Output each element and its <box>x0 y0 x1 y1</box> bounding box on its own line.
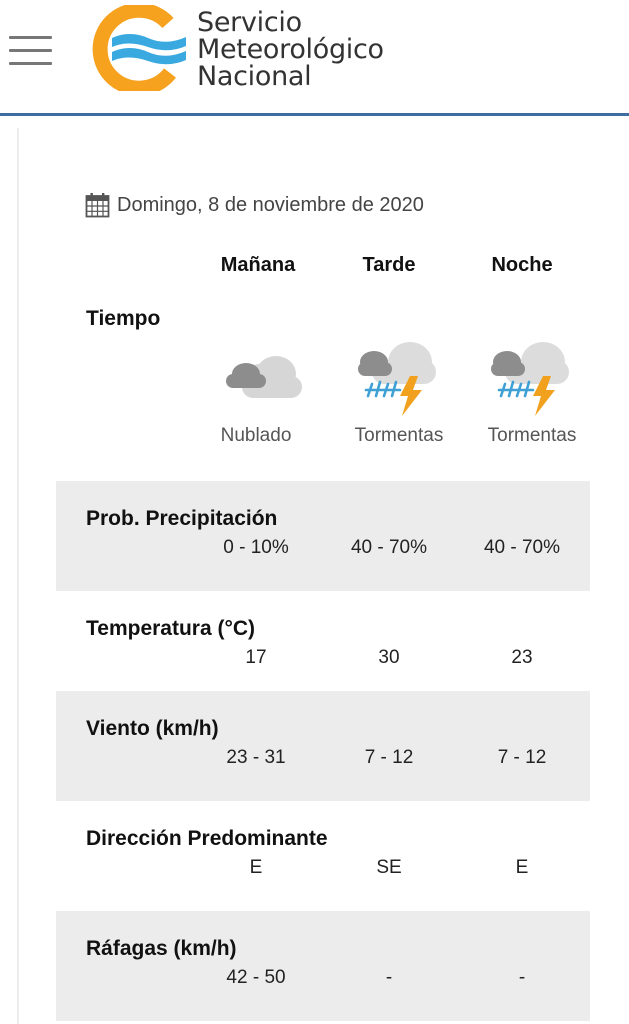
value-manana: E <box>249 857 263 878</box>
menu-bar <box>9 36 52 39</box>
value-manana: 23 - 31 <box>226 747 286 768</box>
value-tarde: 40 - 70% <box>350 537 428 558</box>
value-noche: - <box>518 967 526 988</box>
cloudy-icon <box>216 338 306 420</box>
weather-desc-manana: Nublado <box>220 425 292 446</box>
menu-bar <box>9 62 52 65</box>
weather-desc-noche: Tormentas <box>487 425 577 446</box>
row-label: Viento (km/h) <box>86 717 219 740</box>
site-name[interactable] <box>197 9 384 90</box>
site-name-line-2: Meteorológico <box>197 34 384 65</box>
date-text: Domingo, 8 de noviembre de 2020 <box>117 193 424 216</box>
period-header-manana: Mañana <box>220 254 296 276</box>
row-label: Dirección Predominante <box>86 827 328 850</box>
site-name-line-1: Servicio <box>197 7 302 38</box>
value-tarde: SE <box>376 857 402 878</box>
period-header-tarde: Tarde <box>362 254 416 276</box>
menu-icon[interactable] <box>9 36 53 66</box>
weather-desc-tarde: Tormentas <box>354 425 444 446</box>
row-label: Ráfagas (km/h) <box>86 937 237 960</box>
value-tarde: - <box>385 967 393 988</box>
value-manana: 42 - 50 <box>226 967 286 988</box>
menu-bar <box>9 49 52 52</box>
forecast-date <box>85 192 424 218</box>
site-name-line-3: Nacional <box>197 61 312 92</box>
value-manana: 0 - 10% <box>223 537 289 558</box>
row-prob-precipitacion <box>56 481 590 591</box>
value-manana: 17 <box>245 647 267 668</box>
value-noche: 23 <box>511 647 533 668</box>
row-label: Temperatura (°C) <box>86 617 256 640</box>
row-viento <box>56 691 590 801</box>
value-noche: 40 - 70% <box>483 537 561 558</box>
thunderstorm-icon <box>485 338 575 420</box>
tiempo-label: Tiempo <box>86 307 161 330</box>
smn-logo-icon[interactable] <box>90 5 190 91</box>
content-divider <box>17 128 19 1024</box>
row-temperatura <box>56 591 590 701</box>
calendar-icon <box>85 192 110 218</box>
value-tarde: 30 <box>378 647 400 668</box>
value-tarde: 7 - 12 <box>364 747 414 768</box>
row-label: Prob. Precipitación <box>86 507 278 530</box>
period-header-noche: Noche <box>491 254 553 276</box>
value-noche: 7 - 12 <box>497 747 547 768</box>
site-header <box>0 0 629 116</box>
value-noche: E <box>515 857 529 878</box>
row-rafagas <box>56 911 590 1021</box>
thunderstorm-icon <box>352 338 442 420</box>
row-direccion <box>56 801 590 911</box>
